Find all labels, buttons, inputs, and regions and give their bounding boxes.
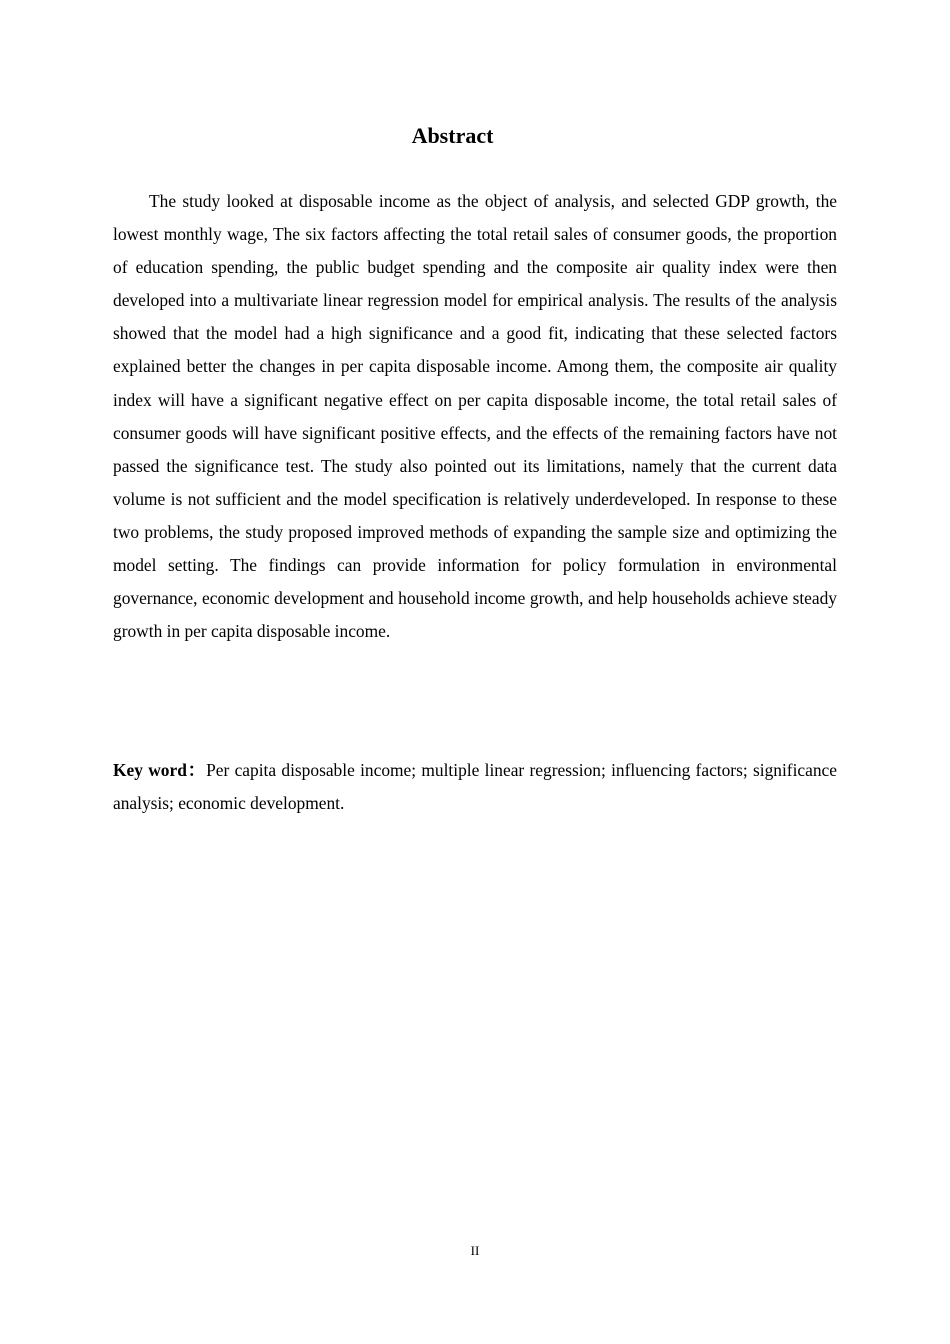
keywords-line xyxy=(113,754,837,820)
page-number: II xyxy=(470,1243,480,1258)
keywords-text: Per capita disposable income; multiple linear regression; influencing factors; significance analysis; economic development. xyxy=(113,760,837,814)
abstract-paragraph: The study looked at disposable income as the object of analysis, and selected GDP growth, the lowest monthly wage, The six factors affecting the total retail sales of consumer goods, the proportion of education spending, the public budget spending and the composite air quality index were then developed into a multivariate linear regression model for empirical analysis. The results of the analysis showed that the model had a high significance and a good fit, indicating that these selected factors explained better the changes in per capita disposable income. Among them, the composite air quality index will have a significant negative effect on per capita disposable income, the total retail sales of consumer goods will have significant positive effects, and the effects of the remaining factors have not passed the significance test. The study also pointed out its limitations, namely that the current data volume is not sufficient and the model specification is relatively underdeveloped. In response to these two problems, the study proposed improved methods of expanding the sample size and optimizing the model setting. The findings can provide information for policy formulation in environmental governance, economic development and household income growth, and help households achieve steady growth in per capita disposable income. xyxy=(113,191,837,642)
abstract-title: Abstract xyxy=(411,123,494,148)
keywords-label: Key word： xyxy=(113,760,207,780)
